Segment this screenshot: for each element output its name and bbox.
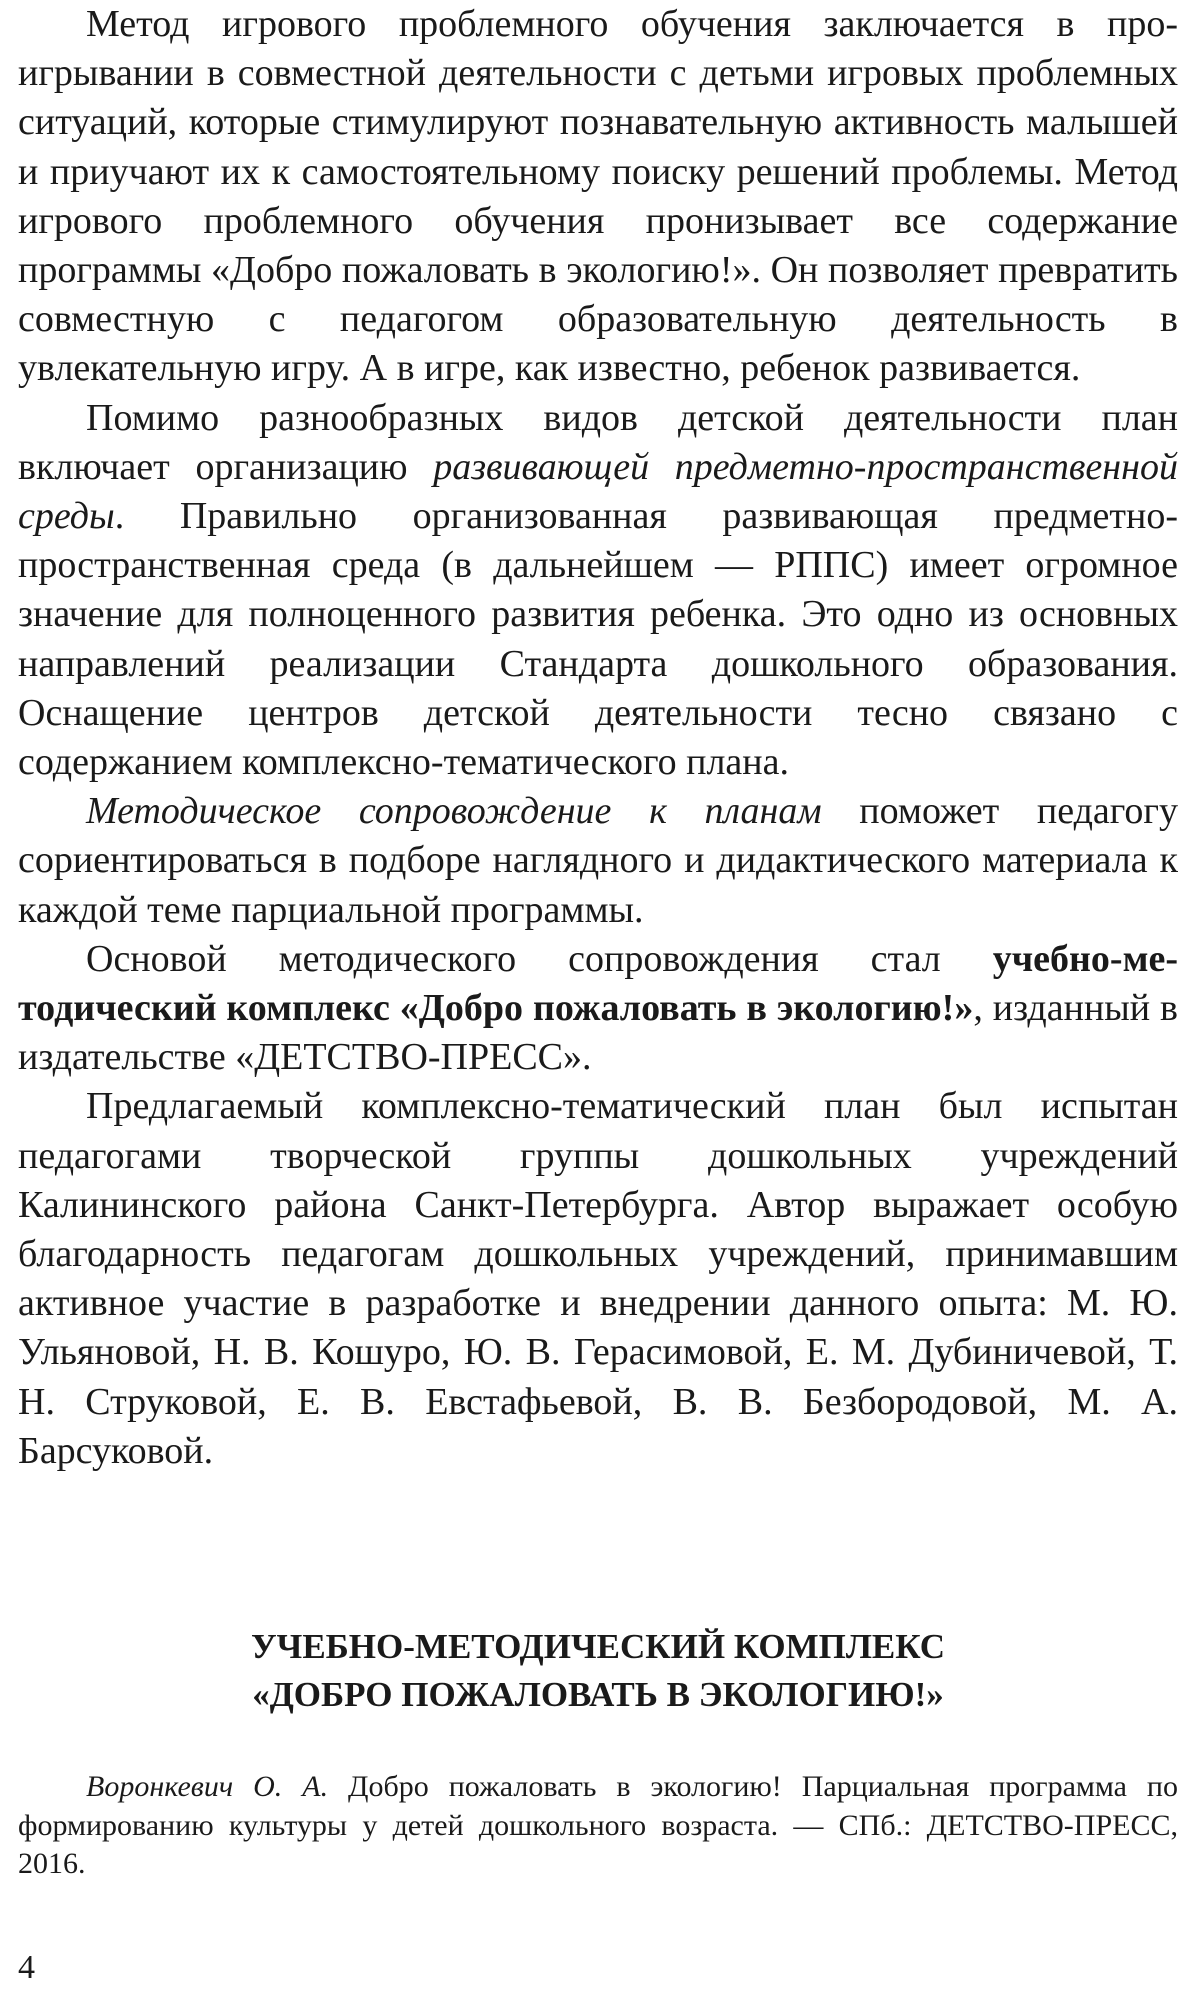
page-number: 4 (18, 1949, 35, 1986)
reference-author: Воронкевич О. А. (86, 1770, 329, 1803)
paragraph-2 (18, 394, 1178, 788)
section-heading (18, 1623, 1178, 1719)
paragraph-4-text-a: Основой методического сопровождения стал (86, 937, 993, 980)
paragraph-2-text-a: Помимо разнообразных видов детской деятельности план включает организацию (18, 396, 1178, 488)
paragraph-3-italic: Методическое сопровождение к планам (86, 790, 822, 833)
paragraph-1 (18, 0, 1178, 394)
section-heading-line-2: «ДОБРО ПОЖАЛОВАТЬ В ЭКОЛОГИЮ!» (252, 1675, 944, 1714)
paragraph-1-text: Метод игрового проблемного обучения заключается в проигрывании в совместной деятельности с детьми игровых проблемных ситуаций, которые стимулируют познавательную активность малышей и приучают их к самостоятельному поиску решений проблемы. Метод игрового проблемного обучения пронизывает все содержание программы «Добро пожаловать в экологию!». Он позволяет превратить совместную с педагогом образовательную деятельность в увлекательную игру. А в игре, как известно, ребенок развивается. (18, 3, 1178, 390)
paragraph-4 (18, 935, 1178, 1083)
document-page (18, 0, 1179, 1986)
paragraph-2-text-b: . Правильно организованная развивающая предметно-пространственная среда (в дальнейшем — РППС) имеет огромное значение для полноценного развития ребенка. Это одно из основных направлений реализации Стандарта дошкольного образования. Оснащение центров детской деятельности тесно связано с содержанием комплексно-тематического плана. (18, 495, 1178, 784)
paragraph-4-bold: учебно-методический комплекс «Добро пожаловать в экологию!» (18, 937, 1178, 1030)
paragraph-3 (18, 787, 1178, 935)
paragraph-2-italic: развивающей предметно-пространственной среды (18, 445, 1178, 538)
section-heading-line-1: УЧЕБНО-МЕТОДИЧЕСКИЙ КОМПЛЕКС (250, 1627, 946, 1666)
reference-text: Добро пожаловать в экологию! Парциальная программа по формированию культуры у детей дошкольного возраста. — СПб.: ДЕТСТВО-ПРЕСС, 2016. (18, 1770, 1178, 1880)
bibliographic-reference (18, 1768, 1178, 1884)
paragraph-5-text: Предлагаемый комплексно-тематический план был испытан педагогами творческой группы дошкольных учреждений Калининского района Санкт-Петербурга. Автор выражает особую благодарность педагогам дошкольных учреждений, принимавшим активное участие в разработке и внедрении данного опыта: М. Ю. Ульяновой, Н. В. Кошуро, Ю. В. Герасимовой, Е. М. Дубиничевой, Т. Н. Струковой, Е. В. Евстафьевой, В. В. Безбородовой, М. А. Барсуковой. (18, 1085, 1178, 1472)
body-text (18, 0, 1178, 1476)
paragraph-4-text-b: , изданный в издательстве «ДЕТСТВО-ПРЕСС». (18, 987, 1179, 1079)
paragraph-3-text: поможет педагогу сориентироваться в подборе наглядного и дидактического материала к каждой теме парциальной программы. (18, 790, 1178, 931)
paragraph-5 (18, 1082, 1178, 1476)
